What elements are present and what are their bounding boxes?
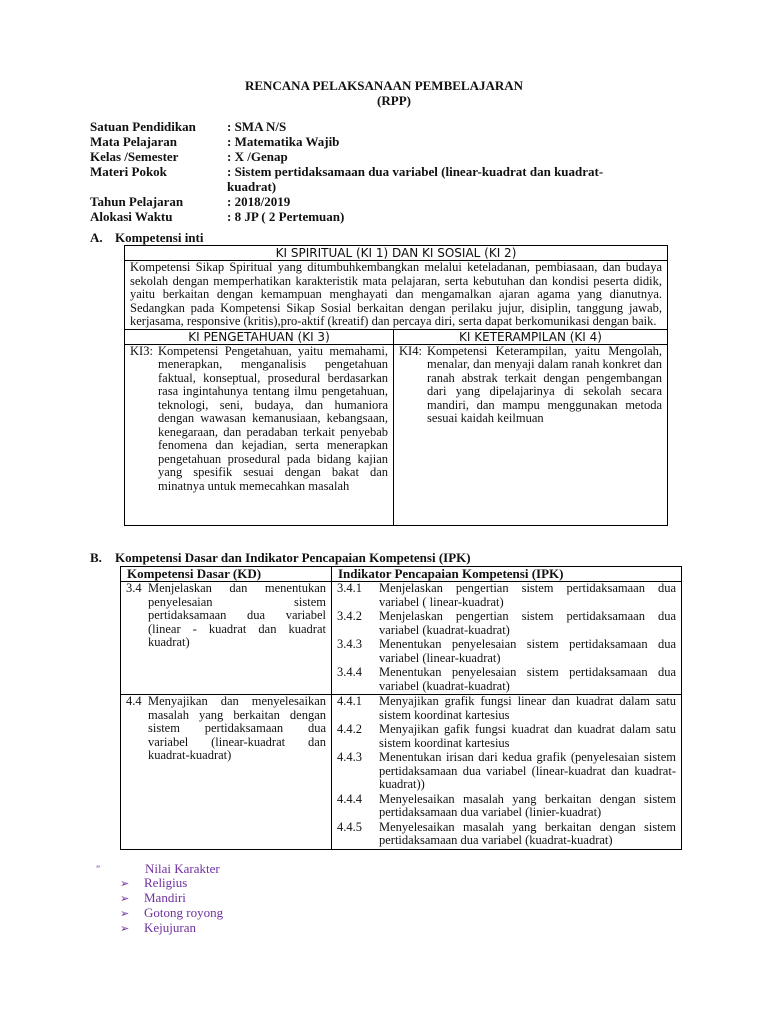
nilai-item-label: Kejujuran (144, 920, 196, 935)
identity-row (90, 209, 637, 224)
identity-label: Satuan Pendidikan (90, 119, 196, 134)
ipk-item (337, 638, 676, 665)
ipk-code: 4.4.5 (337, 819, 362, 834)
ipk-item (337, 751, 676, 792)
ipk-item (337, 582, 676, 609)
identity-value: : 2018/2019 (227, 194, 291, 209)
identity-value: : X /Genap (227, 149, 288, 164)
ipk-code: 4.4.4 (337, 791, 362, 806)
identity-row (90, 149, 637, 164)
ipk-code: 3.4.2 (337, 609, 362, 623)
identity-row (90, 194, 637, 209)
document-subtitle: (RPP) (377, 93, 411, 108)
ipk-item (337, 793, 676, 820)
ipk-item (337, 723, 676, 750)
kd-code: 3.4 (126, 581, 142, 595)
section-title: Kompetensi Dasar dan Indikator Pencapaian Kompetensi (IPK) (115, 550, 471, 565)
ki3-code: KI3: (130, 343, 153, 358)
ki4-text: Kompetensi Keterampilan, yaitu Mengolah, menalar, dan menyaji dalam ranah konkret dan ranah abstrak terkait dengan pengembangan dari yang dipelajarinya di sekolah secara mandiri, dan mampu menggunakan metoda sesuai kaidah keilmuan (427, 343, 662, 425)
ipk-code: 3.4.1 (337, 581, 362, 595)
ipk-text: Menentukan penyelesaian sistem pertidaksamaan dua variabel (kuadrat-kuadrat) (379, 665, 676, 693)
ki4-cell (394, 344, 668, 525)
ki3-text: Kompetensi Pengetahuan, yaitu memahami, menerapkan, menganalisis pengetahuan faktual, konseptual, prosedural berdasarkan rasa ingintahunya tentang ilmu pengetahuan, teknologi, seni, budaya, dan humaniora dengan wawasan kemanusiaan, kebangsaan, kenegaraan, dan peradaban terkait penyebab fenomena dan kejadian, serta menerapkan pengetahuan prosedural pada bidang kajian yang spesifik sesuai dengan bakat dan minatnya untuk memecahkan masalah (158, 343, 388, 493)
document-title: RENCANA PELAKSANAAN PEMBELAJARAN (244, 78, 524, 93)
section-letter: A. (90, 230, 103, 245)
identity-label: Tahun Pelajaran (90, 194, 184, 209)
ipk-text: Menjelaskan pengertian sistem pertidaksamaan dua variabel (kuadrat-kuadrat) (379, 609, 676, 637)
arrow-bullet-icon: ➢ (120, 923, 130, 935)
identity-row (90, 119, 637, 134)
identity-label: Mata Pelajaran (90, 134, 178, 149)
ipk-code: 4.4.1 (337, 694, 362, 708)
ki3-cell (125, 344, 394, 525)
list-item (96, 921, 223, 936)
kd-text: Menyajikan dan menyelesaikan masalah yang berkaitan dengan sistem pertidaksamaan dua variabel (linear-kuadrat dan kuadrat-kuadrat) (148, 694, 326, 762)
identity-value: : Matematika Wajib (227, 134, 340, 149)
ipk-item (337, 610, 676, 637)
ipk-code: 4.4.2 (337, 722, 362, 736)
section-letter: B. (90, 550, 102, 565)
nilai-item-label: Mandiri (144, 890, 186, 905)
identity-value: : Sistem pertidaksamaan dua variabel (linear-kuadrat dan kuadrat-kuadrat) (227, 164, 604, 194)
kd-ipk-table (120, 566, 682, 850)
identity-row (90, 164, 637, 194)
ipk-item (337, 695, 676, 722)
nilai-karakter-list (96, 876, 223, 936)
ipk-code: 3.4.3 (337, 637, 362, 651)
ipk-text: Menentukan irisan dari kedua grafik (penyelesaian sistem pertidaksamaan dua variabel (linear-kuadrat dan kuadrat-kuadrat)) (379, 750, 676, 791)
identity-row (90, 134, 637, 149)
ipk-text: Menyajikan grafik fungsi linear dan kuadrat dalam satu sistem koordinat kartesius (379, 694, 676, 722)
ipk-cell (332, 582, 682, 695)
list-item (96, 876, 223, 891)
section-b-heading (90, 550, 471, 566)
arrow-bullet-icon: ➢ (120, 893, 130, 905)
kompetensi-inti-table (124, 245, 668, 526)
nilai-item-label: Religius (144, 875, 188, 890)
ipk-text: Menentukan penyelesaian sistem pertidaksamaan dua variabel (linear-kuadrat) (379, 637, 676, 665)
ki3-header: KI PENGETAHUAN (KI 3) (125, 329, 394, 344)
ki12-text: Kompetensi Sikap Spiritual yang ditumbuhkembangkan melalui keteladanan, pembiasaan, dan budaya sekolah dengan memperhatikan karakteristik mata pelajaran, serta kebutuhan dan kondisi peserta didik, yaitu berkaitan dengan kemampuan menghayati dan mengamalkan ajaran agama yang dianutnya. Sedangkan pada Kompetensi Sikap Sosial berkaitan dengan perilaku jujur, disiplin, tanggung jawab, kerjasama, responsive (kritis),pro-aktif (kreatif) dan percaya diri, serta dapat berkomunikasi dengan baik. (125, 261, 668, 330)
arrow-bullet-icon: ➢ (120, 908, 130, 920)
ki4-code: KI4: (399, 343, 422, 358)
identity-label: Kelas /Semester (90, 149, 179, 164)
arrow-bullet-icon: ➢ (120, 878, 130, 890)
ipk-text: Menyelesaikan masalah yang berkaitan dengan sistem pertidaksamaan dua variabel (linier-kuadrat) (379, 791, 676, 819)
ipk-header: Indikator Pencapaian Kompetensi (IPK) (332, 567, 682, 582)
ipk-text: Menyajikan gafik fungsi kuadrat dan kuadrat dalam satu sistem koordinat kartesius (379, 722, 676, 750)
list-item (96, 891, 223, 906)
ipk-item (337, 666, 676, 693)
identity-value: : 8 JP ( 2 Pertemuan) (227, 209, 345, 224)
quote-bullet: ” (96, 864, 100, 874)
ipk-text: Menjelaskan pengertian sistem pertidaksamaan dua variabel ( linear-kuadrat) (379, 581, 676, 609)
ipk-cell (332, 695, 682, 850)
ipk-item (337, 821, 676, 848)
kd-code: 4.4 (126, 694, 142, 708)
nilai-karakter-block (96, 862, 223, 936)
kd-header: Kompetensi Dasar (KD) (121, 567, 332, 582)
section-title: Kompetensi inti (115, 230, 204, 245)
kd-cell (121, 582, 332, 695)
nilai-karakter-title: Nilai Karakter (145, 861, 220, 876)
identity-block (90, 119, 637, 224)
identity-label: Alokasi Waktu (90, 209, 173, 224)
ipk-code: 3.4.4 (337, 665, 362, 679)
list-item (96, 906, 223, 921)
section-a-heading (90, 230, 203, 246)
ipk-text: Menyelesaikan masalah yang berkaitan dengan sistem pertidaksamaan dua variabel (kuadrat-kuadrat) (379, 819, 676, 847)
kd-cell (121, 695, 332, 850)
ipk-code: 4.4.3 (337, 750, 362, 764)
identity-label: Materi Pokok (90, 164, 167, 179)
kd-text: Menjelaskan dan menentukan penyelesaian sistem pertidaksamaan dua variabel (linear - kuadrat dan kuadrat kuadrat) (148, 581, 326, 649)
nilai-item-label: Gotong royong (144, 905, 224, 920)
identity-value: : SMA N/S (227, 119, 287, 134)
ki4-header: KI KETERAMPILAN (KI 4) (394, 329, 668, 344)
ki12-header: KI SPIRITUAL (KI 1) DAN KI SOSIAL (KI 2) (125, 246, 668, 261)
